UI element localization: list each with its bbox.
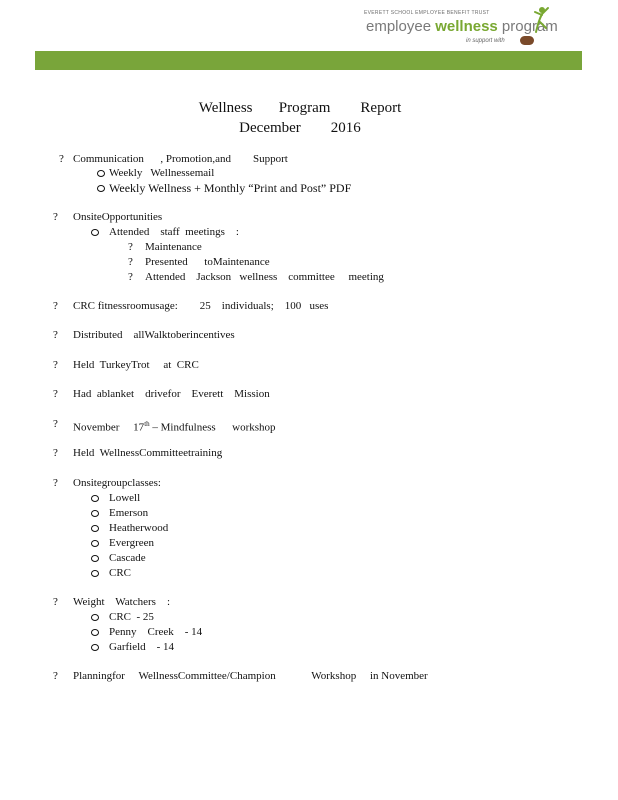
circle-bullet-icon (91, 570, 99, 577)
logo-name (366, 18, 558, 35)
bullet-icon: ? (53, 596, 58, 608)
item-walktober: Distributed allWalktoberincentives (73, 329, 235, 341)
circle-bullet-icon (91, 229, 99, 236)
class-emerson: Emerson (109, 507, 149, 519)
bullet-icon: ? (128, 241, 133, 253)
employee-wellness-logo (360, 6, 558, 52)
bullet-icon: ? (53, 300, 58, 312)
mindfulness-date-suffix: th (144, 420, 150, 428)
sub-item-weekly-email: Weekly Wellnessemail (109, 167, 215, 179)
sub-sub-item-jackson: Attended Jackson wellness committee meeting (145, 271, 384, 283)
logo-name-part2: wellness (435, 18, 498, 35)
ww-garfield: Garfield - 14 (109, 641, 175, 653)
circle-bullet-icon (91, 644, 99, 651)
bullet-icon: ? (53, 418, 58, 430)
circle-bullet-icon (91, 555, 99, 562)
class-crc: CRC (109, 567, 132, 579)
circle-bullet-icon (97, 170, 105, 177)
circle-bullet-icon (91, 540, 99, 547)
bullet-icon: ? (53, 211, 58, 223)
logo-name-part3: program (497, 18, 558, 35)
bullet-icon: ? (53, 388, 58, 400)
report-title: Wellness Program Report (198, 100, 402, 116)
item-turkey-trot: Held TurkeyTrot at CRC (73, 359, 199, 371)
item-committee-training: Held WellnessCommitteetraining (73, 447, 223, 459)
sub-item-weekly-pdf: Weekly Wellness + Monthly “Print and Post” PDF (109, 181, 352, 195)
class-lowell: Lowell (109, 492, 141, 504)
circle-bullet-icon (91, 614, 99, 621)
sub-item-staff-meetings: Attended staff meetings : (109, 226, 239, 238)
bullet-icon: ? (53, 670, 58, 682)
ww-crc: CRC - 25 (109, 611, 154, 623)
bullet-icon: ? (59, 153, 64, 165)
bullet-icon: ? (128, 256, 133, 268)
logo-tagline: in support with (466, 38, 505, 44)
mindfulness-date: November 17 (73, 421, 145, 434)
circle-bullet-icon (91, 525, 99, 532)
item-weight-watchers: Weight Watchers : (73, 596, 171, 608)
bullet-icon: ? (53, 477, 58, 489)
class-heatherwood: Heatherwood (109, 522, 169, 534)
circle-bullet-icon (91, 510, 99, 517)
circle-bullet-icon (97, 185, 105, 192)
item-mindfulness (73, 417, 276, 435)
header-band (35, 51, 582, 70)
report-date: December 2016 (239, 120, 361, 136)
item-crc-usage: CRC fitnessroomusage: 25 individuals; 100 uses (73, 300, 329, 312)
person-figure-icon (532, 6, 550, 36)
class-cascade: Cascade (109, 552, 146, 564)
circle-bullet-icon (91, 495, 99, 502)
mindfulness-title: – Mindfulness workshop (149, 421, 276, 434)
item-onsite-opportunities: OnsiteOpportunities (73, 211, 163, 223)
sub-sub-item-maintenance: Maintenance (145, 241, 202, 253)
logo-subtitle: EVERETT SCHOOL EMPLOYEE BENEFIT TRUST (364, 10, 490, 16)
item-blanket-drive: Had ablanket drivefor Everett Mission (73, 388, 270, 400)
bullet-icon: ? (53, 447, 58, 459)
sub-sub-item-presented: Presented toMaintenance (145, 256, 270, 268)
logo-name-part1: employee (366, 18, 436, 35)
ww-penny-creek: Penny Creek - 14 (109, 626, 203, 638)
bullet-icon: ? (128, 271, 133, 283)
bullet-icon: ? (53, 329, 58, 341)
circle-bullet-icon (91, 629, 99, 636)
item-planning: Planningfor WellnessCommittee/Champion Workshop in November (73, 670, 428, 682)
bullet-icon: ? (53, 359, 58, 371)
item-communication: Communication , Promotion,and Support (73, 153, 288, 165)
logo-badge-icon (520, 36, 534, 45)
class-evergreen: Evergreen (109, 537, 154, 549)
item-group-classes: Onsitegroupclasses: (73, 477, 161, 489)
